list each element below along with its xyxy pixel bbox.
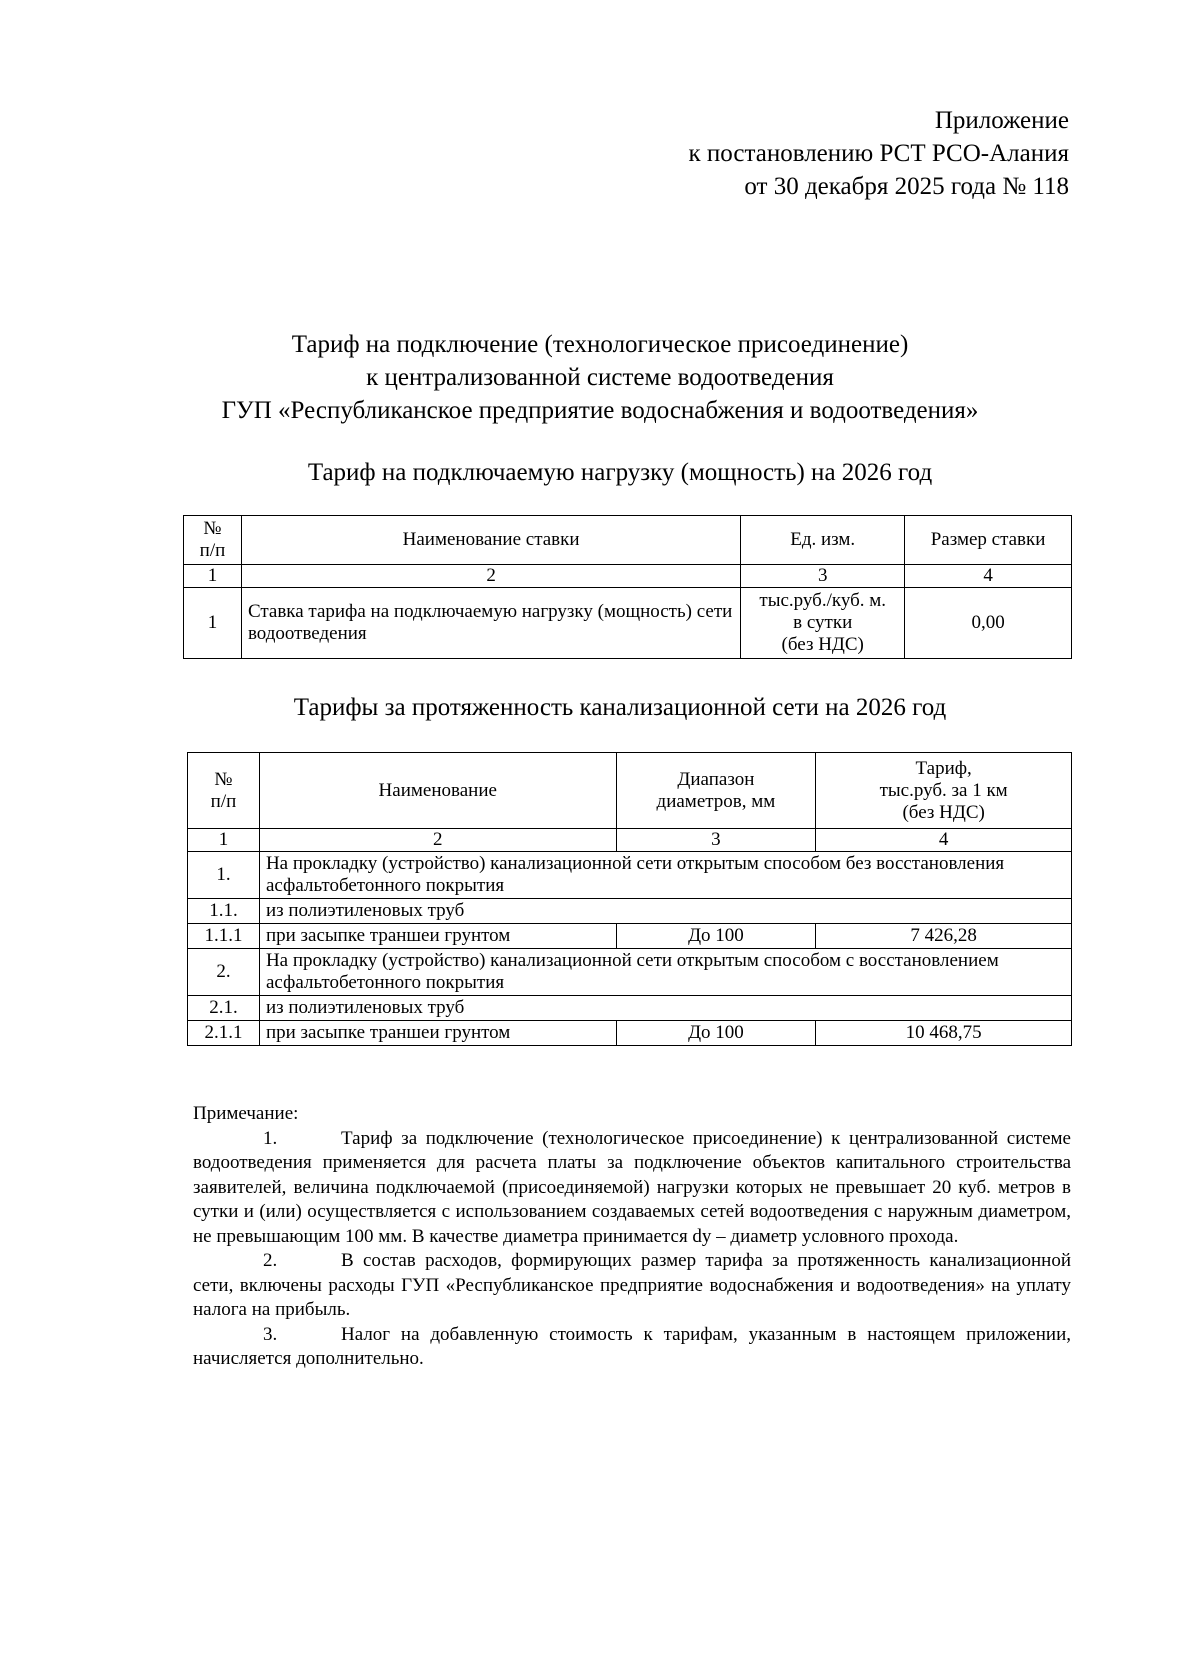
note-item	[193, 1127, 1071, 1250]
table1-header-name: Наименование ставки	[241, 516, 740, 565]
table2-col-number: 4	[816, 829, 1072, 852]
table2-row-name: На прокладку (устройство) канализационной сети открытым способом с восстановлением асфальтобетонного покрытия	[259, 949, 1071, 996]
table1-header-size: Размер ставки	[905, 516, 1072, 565]
table-row	[188, 949, 1072, 996]
note-text: Тариф за подключение (технологическое присоединение) к централизованной системе водоотведения применяется для расчета платы за подключение объектов капитального строительства заявителей, величина подключаемой (присоединяемой) нагрузки которых не превышает 20 куб. метров в сутки и (или) осуществляется с использованием создаваемых сетей водоотведения с наружным диаметром, не превышающим 100 мм. В качестве диаметра принимается dу – диаметр условного прохода.	[193, 1127, 1071, 1247]
table2-row-tariff: 10 468,75	[816, 1021, 1072, 1046]
table1-header-row	[184, 516, 1072, 565]
table2-row-num: 2.1.	[188, 996, 260, 1021]
table1-row-unit: тыс.руб./куб. м. в сутки (без НДС)	[741, 588, 905, 659]
annex-line-2: к постановлению РСТ РСО-Алания	[688, 140, 1069, 167]
table1-title: Тариф на подключаемую нагрузку (мощность) на 2026 год	[307, 459, 933, 486]
table1-header-unit: Ед. изм.	[741, 516, 905, 565]
table2-col-number: 2	[259, 829, 616, 852]
note-number: 1.	[263, 1127, 278, 1149]
title-line-1: Тариф на подключение (технологическое присоединение)	[291, 331, 909, 358]
table-row	[188, 1021, 1072, 1046]
table2-row-name: из полиэтиленовых труб	[259, 996, 1071, 1021]
table2-row-num: 1.1.	[188, 899, 260, 924]
table-row	[188, 899, 1072, 924]
table2-header-diameter: Диапазон диаметров, мм	[616, 753, 816, 829]
table1-col-number: 4	[905, 565, 1072, 588]
table2-header-row	[188, 753, 1072, 829]
table1-row-num: 1	[184, 588, 242, 659]
network-length-tariff-table	[187, 752, 1072, 1046]
table2-row-num: 1.	[188, 852, 260, 899]
table2-row-diameter: До 100	[616, 1021, 816, 1046]
table1-row-name: Ставка тарифа на подключаемую нагрузку (мощность) сети водоотведения	[241, 588, 740, 659]
table2-row-name: при засыпке траншеи грунтом	[259, 1021, 616, 1046]
table2-title: Тарифы за протяженность канализационной сети на 2026 год	[293, 694, 947, 721]
table1-column-numbers-row	[184, 565, 1072, 588]
table2-col-number: 3	[616, 829, 816, 852]
annex-header	[689, 104, 1069, 203]
table2-row-num: 2.1.1	[188, 1021, 260, 1046]
table2-row-num: 2.	[188, 949, 260, 996]
table2-row-name: из полиэтиленовых труб	[259, 899, 1071, 924]
notes-section	[193, 1102, 1071, 1372]
document-title	[150, 328, 1050, 427]
table1-header-num: № п/п	[184, 516, 242, 565]
note-number: 2.	[263, 1250, 278, 1271]
note-number: 3.	[263, 1323, 278, 1345]
table2-row-name: при засыпке траншеи грунтом	[259, 924, 616, 949]
annex-line-1: Приложение	[934, 107, 1069, 134]
table-row	[188, 924, 1072, 949]
note-item	[193, 1249, 1071, 1323]
table2-header-tariff: Тариф, тыс.руб. за 1 км (без НДС)	[816, 753, 1072, 829]
table2-row-tariff: 7 426,28	[816, 924, 1072, 949]
table2-col-number: 1	[188, 829, 260, 852]
title-line-2: к централизованной системе водоотведения	[366, 364, 834, 391]
table2-row-name: На прокладку (устройство) канализационной сети открытым способом без восстановления асфальтобетонного покрытия	[259, 852, 1071, 899]
note-text: В состав расходов, формирующих размер тарифа за протяженность канализационной сети, включены расходы ГУП «Республиканское предприятие водоснабжения и водоотведения» на уплату налога на прибыль.	[193, 1250, 1071, 1320]
table1-row-value: 0,00	[905, 588, 1072, 659]
load-tariff-table	[183, 515, 1072, 659]
table2-column-numbers-row	[188, 829, 1072, 852]
table2-header-num: № п/п	[188, 753, 260, 829]
note-text: Налог на добавленную стоимость к тарифам, указанным в настоящем приложении, начисляется дополнительно.	[193, 1323, 1071, 1369]
table2-row-num: 1.1.1	[188, 924, 260, 949]
title-line-3: ГУП «Республиканское предприятие водоснабжения и водоотведения»	[221, 397, 979, 424]
table-row	[184, 588, 1072, 659]
notes-heading: Примечание:	[193, 1103, 299, 1124]
table-row	[188, 996, 1072, 1021]
table-row	[188, 852, 1072, 899]
table1-col-number: 3	[741, 565, 905, 588]
table1-col-number: 1	[184, 565, 242, 588]
table2-header-name: Наименование	[259, 753, 616, 829]
table1-col-number: 2	[241, 565, 740, 588]
table2-row-diameter: До 100	[616, 924, 816, 949]
annex-line-3: от 30 декабря 2025 года № 118	[744, 173, 1069, 200]
note-item	[193, 1323, 1071, 1372]
